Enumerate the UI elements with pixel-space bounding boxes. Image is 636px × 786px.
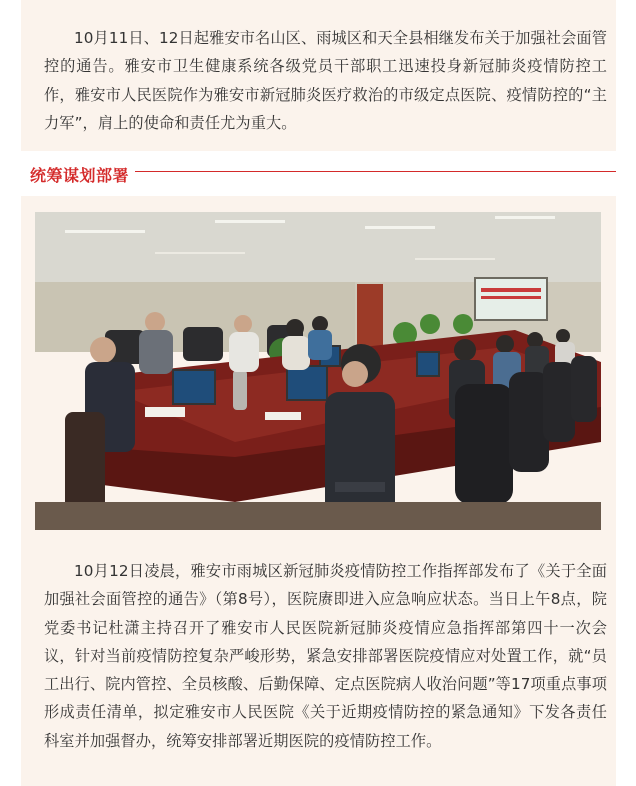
- meeting-paragraph: 10月12日凌晨，雅安市雨城区新冠肺炎疫情防控工作指挥部发布了《关于全面加强社会面管控的通告》（第8号），医院赓即进入应急响应状态。当日上午8点，院党委书记杜潇主持召开了雅安市人民医院新冠肺炎疫情应急指挥部第四十一次会议，针对当前疫情防控复杂严峻形势，紧急安排部署医院疫情应对处置工作，就“员工出行、院内管控、全员核酸、后勤保障、定点医院病人收治问题”等17项重点事项形成责任清单，拟定雅安市人民医院《关于近期疫情防控的紧急通知》下发各责任科室并加强督办，统筹安排部署近期医院的疫情防控工作。: [44, 562, 607, 750]
- meeting-photo: [35, 212, 601, 530]
- section-divider: [135, 171, 616, 172]
- section-header: [0, 160, 636, 192]
- section-title: 统筹谋划部署: [30, 166, 130, 185]
- intro-paragraph: 10月11日、12日起雅安市名山区、雨城区和天全县相继发布关于加强社会面管控的通告。雅安市卫生健康系统各级党员干部职工迅速投身新冠肺炎疫情防控工作，雅安市人民医院作为雅安市新冠肺炎医疗救治的市级定点医院、疫情防控的“主力军”，肩上的使命和责任尤为重大。: [44, 29, 607, 132]
